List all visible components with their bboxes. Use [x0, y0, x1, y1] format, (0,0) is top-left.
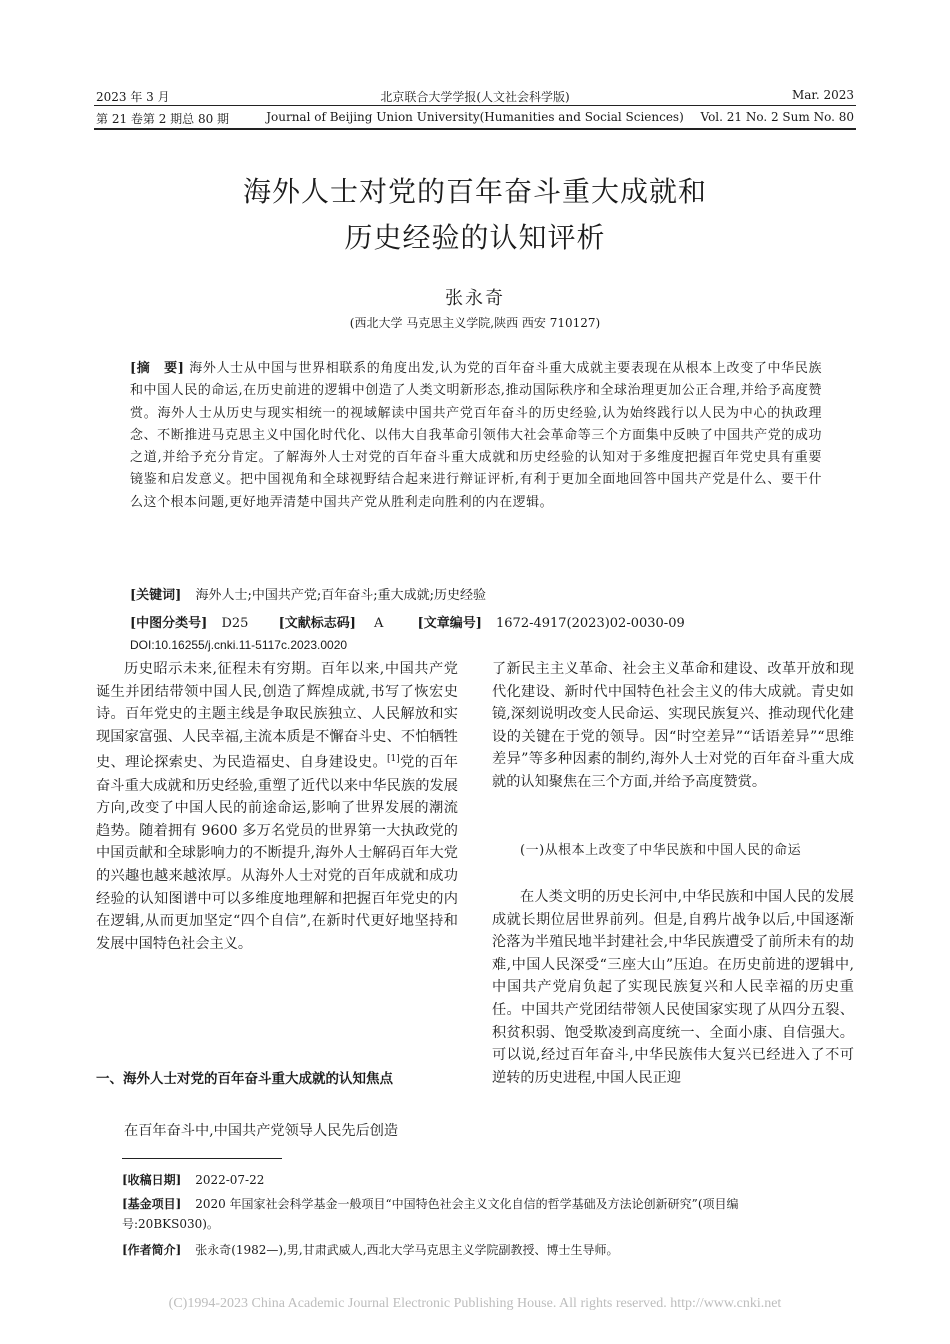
subsection-1-heading: (一)从根本上改变了中华民族和中国人民的命运 — [520, 843, 802, 858]
article-no-label: [文章编号] — [417, 616, 482, 631]
header-volume-en: Vol. 21 No. 2 Sum No. 80 — [700, 110, 854, 124]
header-rule-thick — [94, 128, 856, 130]
header-journal-en: Journal of Beijing Union University(Humanities and Social Sciences) — [266, 110, 684, 124]
author-bio-value: 张永奇(1982—),男,甘肃武威人,西北大学马克思主义学院副教授、博士生导师。 — [195, 1243, 619, 1257]
cnki-watermark: (C)1994-2023 China Academic Journal Electronic Publishing House. All rights reserved. http://www.cnki.net — [168, 1296, 782, 1311]
header-date-cn: 2023 年 3 月 — [96, 90, 170, 104]
header-journal-cn: 北京联合大学学报(人文社会科学版) — [380, 90, 570, 104]
left-para-2: 在百年奋斗中,中国共产党领导人民先后创造 — [124, 1123, 399, 1139]
clc-label: [中图分类号] — [130, 616, 208, 631]
footnote-author — [122, 1240, 832, 1260]
doc-code-label: [文献标志码] — [278, 616, 356, 631]
fund-label: [基金项目] — [122, 1197, 182, 1211]
footnote-received — [122, 1170, 832, 1190]
title-line-2: 历史经验的认知评析 — [344, 221, 606, 254]
keywords-label: [关键词] — [130, 588, 182, 603]
header-date-en: Mar. 2023 — [791, 88, 854, 102]
abstract-label: [摘 要] — [130, 361, 185, 376]
keywords — [130, 584, 486, 603]
footnote-rule — [122, 1158, 282, 1159]
doc-code-value: A — [374, 616, 384, 631]
header-rule-thin — [94, 105, 856, 106]
doi: DOI:10.16255/j.cnki.11-5117c.2023.0020 — [130, 638, 348, 652]
header-volume-cn: 第 21 卷第 2 期总 80 期 — [96, 112, 230, 126]
left-para-1-text-a: 历史昭示未来,征程未有穷期。百年以来,中国共产党诞生并团结带领中国人民,创造了辉煌成就,书写了恢宏史诗。百年党史的主题主线是争取民族独立、人民解放和实现国家富强、人民幸福,主流本质是不懈奋斗史、不怕牺牲史、理论探索史、为民造福史、自身建设史。 — [96, 661, 458, 772]
classification-row — [130, 612, 685, 631]
citation-ref-1: [1] — [387, 754, 400, 765]
article-no-value: 1672-4917(2023)02-0030-09 — [496, 616, 685, 631]
fund-value: 2020 年国家社会科学基金一般项目“中国特色社会主义文化自信的哲学基础及方法论创新研究”(项目编号:20BKS030)。 — [122, 1197, 739, 1231]
title-line-1: 海外人士对党的百年奋斗重大成就和 — [242, 175, 707, 208]
author-bio-label: [作者简介] — [122, 1243, 182, 1257]
left-para-1 — [96, 658, 458, 955]
section-1-heading: 一、海外人士对党的百年奋斗重大成就的认知焦点 — [96, 1071, 393, 1087]
keywords-text: 海外人士;中国共产党;百年奋斗;重大成就;历史经验 — [195, 588, 486, 603]
received-value: 2022-07-22 — [195, 1173, 265, 1187]
footnote-fund — [122, 1194, 832, 1234]
author-affiliation: (西北大学 马克思主义学院,陕西 西安 710127) — [349, 316, 601, 330]
clc-value: D25 — [221, 616, 249, 631]
author-name: 张永奇 — [445, 288, 505, 309]
right-para-2: 在人类文明的历史长河中,中华民族和中国人民的发展成就长期位居世界前列。但是,自鸦片战争以后,中国逐渐沦落为半殖民地半封建社会,中华民族遭受了前所未有的劫难,中国人民深受“三座大山”压迫。在历史前进的逻辑中,中国共产党肩负起了实现民族复兴和人民幸福的历史重任。中国共产党团结带领人民使国家实现了从四分五裂、积贫积弱、饱受欺凌到高度统一、全面小康、自信强大。可以说,经过百年奋斗,中华民族伟大复兴已经进入了不可逆转的历史进程,中国人民正迎 — [492, 889, 854, 1086]
received-label: [收稿日期] — [122, 1173, 182, 1187]
left-para-1-text-b: 党的百年奋斗重大成就和历史经验,重塑了近代以来中华民族的发展方向,改变了中国人民的前途命运,影响了世界发展的潮流趋势。随着拥有 9600 多万名党员的世界第一大执政党的中国贡献和全球影响力的不断提升,海外人士解码百年大党的兴趣也越来越浓厚。从海外人士对党的百年成就和成功经验的认知图谱中可以多维度地理解和把握百年党史的内在逻辑,从而更加坚定“四个自信”,在新时代更好地坚持和发展中国特色社会主义。 — [96, 755, 458, 952]
abstract — [130, 358, 822, 514]
right-para-1: 了新民主主义革命、社会主义革命和建设、改革开放和现代化建设、新时代中国特色社会主义的伟大成就。青史如镜,深刻说明改变人民命运、实现民族复兴、推动现代化建设的关键在于党的领导。因“时空差异”“话语差异”“思维差异”等多种因素的制约,海外人士对党的百年奋斗重大成就的认知聚焦在三个方面,并给予高度赞赏。 — [492, 661, 854, 790]
abstract-text: 海外人士从中国与世界相联系的角度出发,认为党的百年奋斗重大成就主要表现在从根本上改变了中华民族和中国人民的命运,在历史前进的逻辑中创造了人类文明新形态,推动国际秩序和全球治理更加公正合理,并给予高度赞赏。海外人士从历史与现实相统一的视域解读中国共产党百年奋斗的历史经验,认为始终践行以人民为中心的执政理念、不断推进马克思主义中国化时代化、以伟大自我革命引领伟大社会革命等三个方面集中反映了中国共产党的成功之道,并给予充分肯定。了解海外人士对党的百年奋斗重大成就和历史经验的认知对于多维度把握百年党史具有重要镜鉴和启发意义。把中国视角和全球视野结合起来进行辩证评析,有利于更加全面地回答中国共产党是什么、要干什么这个根本问题,更好地弄清楚中国共产党从胜利走向胜利的内在逻辑。 — [130, 361, 822, 510]
